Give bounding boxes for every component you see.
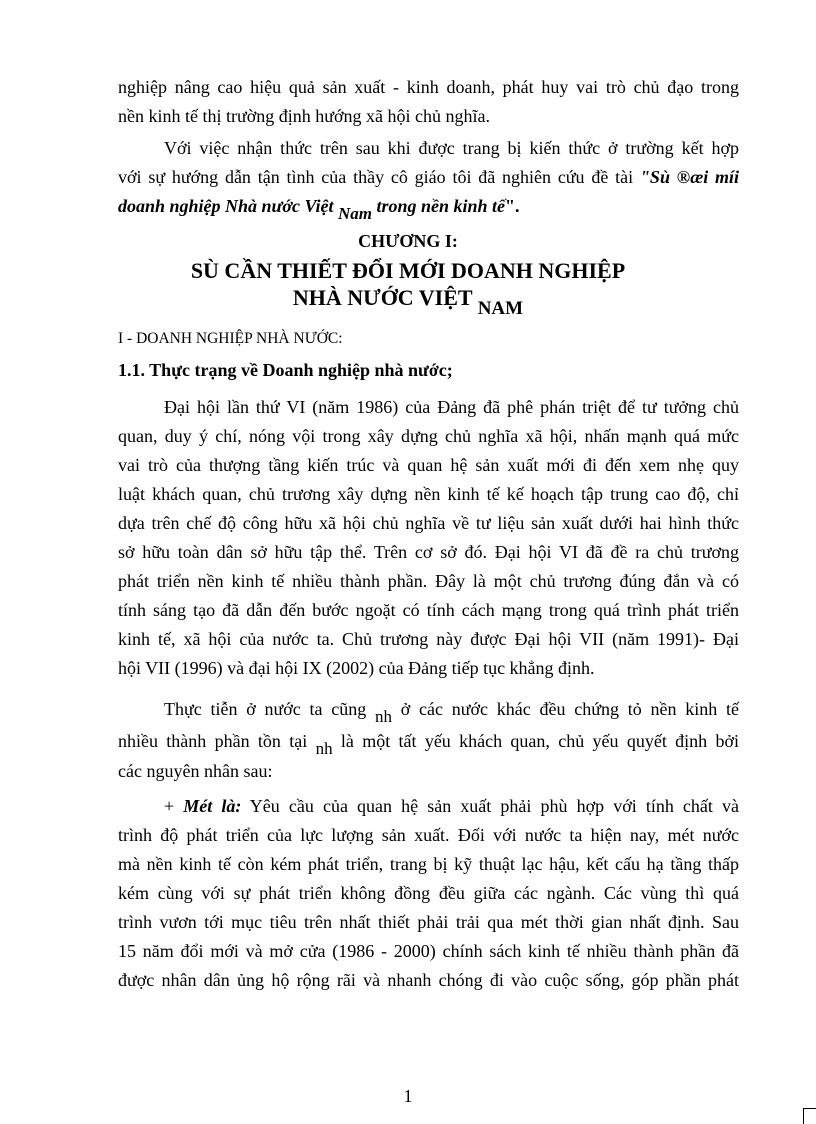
chapter-label: CHƯƠNG I: xyxy=(358,231,458,251)
first-reason-prefix: + xyxy=(164,796,184,816)
chapter-title-line-1: SÙ CẦN THIẾT ĐỔI MỚI DOANH NGHIỆP xyxy=(190,258,626,283)
reality-sub-nh-1: nh xyxy=(375,707,393,726)
chapter-title-sub-nam: NAM xyxy=(477,298,524,319)
reality-line-1-b: ở các nước khác đều chứng tỏ nền kinh tế xyxy=(392,699,739,719)
subsection-heading: 1.1. Thực trạng về Doanh nghiệp nhà nước; xyxy=(118,360,453,380)
reality-line-2-b: là một tất yếu khách quan, chủ yếu quyết định bởi xyxy=(332,731,739,751)
section-heading: I - DOANH NGHIỆP NHÀ NƯỚC: xyxy=(118,330,343,347)
chapter-title-line-2 xyxy=(0,285,816,319)
first-reason-line-1-rest: Yêu cầu của quan hệ sản xuất phải phù hợp với tính chất và xyxy=(241,796,739,816)
first-reason-line: được nhân dân ủng hộ rộng rãi và nhanh chóng đi vào cuộc sống, góp phần phát xyxy=(118,970,739,990)
topic-title-sub-nam: Nam xyxy=(338,204,372,223)
intro-line-1: nghiệp nâng cao hiệu quả sản xuất - kinh doanh, phát huy vai trò chủ đạo trong xyxy=(118,77,739,97)
chapter-title-main: NHÀ NƯỚC VIỆT xyxy=(292,285,478,310)
topic-line-2 xyxy=(118,166,739,188)
congress-line: tính sáng tạo đã dẫn đến bước ngoặt có tính cách mạng trong quá trình phát triển xyxy=(118,600,739,620)
congress-line: luật khách quan, chủ trương xây dựng nền kinh tế kế hoạch tập trung cao độ, chỉ xyxy=(118,484,739,504)
topic-line-2-text: với sự hướng dẫn tận tình của thầy cô giáo tôi đã nghiên cứu đề tài xyxy=(118,167,640,187)
reality-line-2 xyxy=(118,730,739,758)
first-reason-line-1 xyxy=(164,795,739,817)
congress-line: Đại hội lần thứ VI (năm 1986) của Đảng đã phê phán triệt để tư tưởng chủ xyxy=(164,397,739,417)
reality-line-3: các nguyên nhân sau: xyxy=(118,761,273,781)
congress-line: kinh tế, xã hội của nước ta. Chủ trương này được Đại hội VII (năm 1991)- Đại xyxy=(118,629,739,649)
congress-line: vai trò của thượng tầng kiến trúc và quan hệ sản xuất mới đi đến xem nhẹ quy xyxy=(118,455,739,475)
congress-line: quan, duy ý chí, nóng vội trong xây dựng chủ nghĩa xã hội, nhấn mạnh quá mức xyxy=(118,426,739,446)
first-reason-line: mà nền kinh tế còn kém phát triển, trang bị kỹ thuật lạc hậu, kết cấu hạ tầng thấp xyxy=(118,854,739,874)
first-reason-line: 15 năm đổi mới và mở cửa (1986 - 2000) chính sách kinh tế nhiều thành phần đã xyxy=(118,941,739,961)
topic-line-3 xyxy=(118,195,739,223)
topic-title-emphasis: "Sù ®æi míi xyxy=(639,167,739,187)
congress-line: sở hữu toàn dân sở hữu tập thể. Trên cơ sở đó. Đại hội VI đã đề ra chủ trương xyxy=(118,542,739,562)
topic-title-close: ". xyxy=(505,196,520,216)
topic-line-1: Với việc nhận thức trên sau khi được trang bị kiến thức ở trường kết hợp xyxy=(164,138,739,158)
first-reason-line: kém cùng với sự phát triển không đồng đều giữa các ngành. Các vùng thì quá xyxy=(118,883,739,903)
intro-line-2: nền kinh tế thị trường định hướng xã hội chủ nghĩa. xyxy=(118,106,490,126)
topic-title-part-a: doanh nghiệp Nhà nước Việt xyxy=(118,196,338,216)
page-number: 1 xyxy=(403,1086,413,1106)
first-reason-lead: Mét là: xyxy=(183,796,242,816)
crop-corner-mark xyxy=(803,1108,816,1124)
reality-line-1-a: Thực tiễn ở nước ta cũng xyxy=(164,699,376,719)
first-reason-line: trình độ phát triển của lực lượng sản xuất. Đối với nước ta hiện nay, mét nước xyxy=(118,825,739,845)
congress-line: hội VII (1996) và đại hội IX (2002) của Đảng tiếp tục khẳng định. xyxy=(118,658,595,678)
reality-sub-nh-2: nh xyxy=(315,739,333,758)
first-reason-line: trình vươn tới mục tiêu trên nhất thiết phải trải qua mét thời gian nhất định. Sau xyxy=(118,912,739,932)
topic-title-part-b: trong nền kinh tế xyxy=(372,196,506,216)
reality-line-2-a: nhiều thành phần tồn tại xyxy=(118,731,316,751)
congress-line: dựa trên chế độ công hữu xã hội chủ nghĩa về tư liệu sản xuất dưới hai hình thức xyxy=(118,513,739,533)
reality-line-1 xyxy=(164,698,739,726)
congress-line: phát triển nền kinh tế nhiều thành phần. Đây là một chủ trương đúng đắn và có xyxy=(118,571,739,591)
